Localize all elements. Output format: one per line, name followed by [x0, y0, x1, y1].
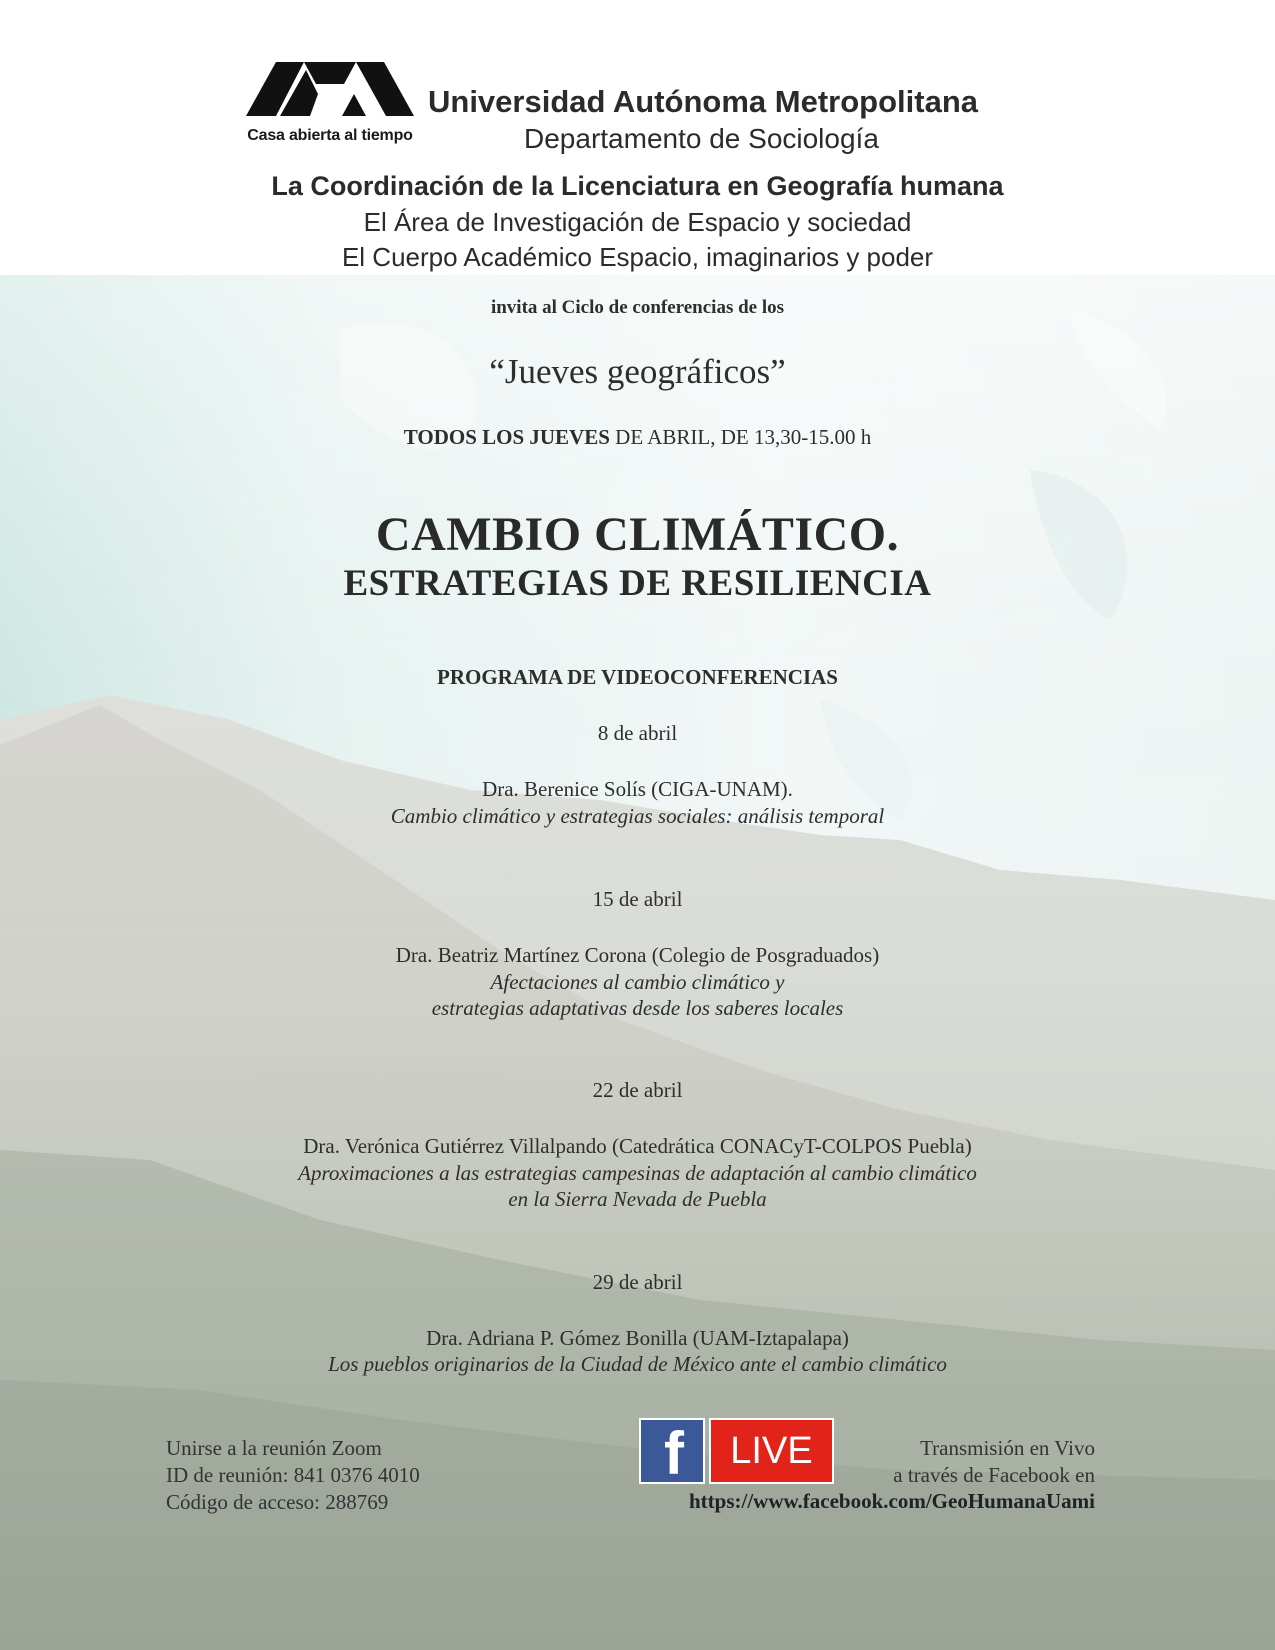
invite-line: invita al Ciclo de conferencias de los [490, 297, 785, 318]
facebook-live-badge [639, 1418, 834, 1487]
main-subtitle: ESTRATEGIAS DE RESILIENCIA [343, 563, 932, 604]
zoom-access-code: Código de acceso: 288769 [166, 1490, 389, 1514]
session-date: 15 de abril [592, 887, 683, 911]
session-speaker: Dra. Beatriz Martínez Corona (Colegio de Posgraduados) [395, 943, 880, 967]
session-talk: estrategias adaptativas desde los saberes locales [431, 996, 844, 1020]
session-talk: Aproximaciones a las estrategias campesinas de adaptación al cambio climático [298, 1161, 977, 1185]
session-talk: Cambio climático y estrategias sociales: análisis temporal [390, 804, 885, 828]
zoom-info [166, 1435, 420, 1516]
university-name: Universidad Autónoma Metropolitana [428, 84, 979, 119]
session-talk: Los pueblos originarios de la Ciudad de México ante el cambio climático [328, 1352, 947, 1376]
facebook-f-icon: f [639, 1418, 705, 1484]
cycle-name: “Jueves geográficos” [489, 352, 786, 391]
academic-body-line: El Cuerpo Académico Espacio, imaginarios y poder [341, 242, 934, 272]
session-date: 29 de abril [592, 1270, 683, 1294]
department-name: Departamento de Sociología [524, 123, 879, 154]
schedule-bold: TODOS LOS JUEVES [403, 425, 610, 449]
session-speaker: Dra. Verónica Gutiérrez Villalpando (Catedrática CONACyT-COLPOS Puebla) [303, 1134, 972, 1158]
live-label: LIVE [709, 1418, 834, 1484]
program-heading: PROGRAMA DE VIDEOCONFERENCIAS [437, 665, 838, 689]
session-date: 22 de abril [592, 1078, 683, 1102]
facebook-url-link[interactable]: https://www.facebook.com/GeoHumanaUami [689, 1489, 1095, 1513]
facebook-line-2: a través de Facebook en [893, 1463, 1095, 1487]
session-talk: Afectaciones al cambio climático y [490, 970, 785, 994]
session-speaker: Dra. Adriana P. Gómez Bonilla (UAM-Iztapalapa) [426, 1326, 849, 1350]
coordination-line: La Coordinación de la Licenciatura en Geografía humana [271, 171, 1004, 201]
logo-tagline: Casa abierta al tiempo [247, 127, 413, 144]
facebook-line-1: Transmisión en Vivo [920, 1436, 1095, 1460]
facebook-info [893, 1435, 1095, 1489]
session-date: 8 de abril [597, 721, 678, 745]
zoom-meeting-id: ID de reunión: 841 0376 4010 [166, 1463, 420, 1487]
main-title: CAMBIO CLIMÁTICO. [375, 508, 900, 561]
session-speaker: Dra. Berenice Solís (CIGA-UNAM). [482, 777, 793, 801]
research-area-line: El Área de Investigación de Espacio y sociedad [363, 207, 912, 237]
zoom-join-line: Unirse a la reunión Zoom [166, 1436, 382, 1460]
session-talk: en la Sierra Nevada de Puebla [508, 1187, 767, 1211]
schedule-line [0, 425, 1275, 450]
schedule-rest: DE ABRIL, DE 13,30-15.00 h [609, 425, 872, 449]
